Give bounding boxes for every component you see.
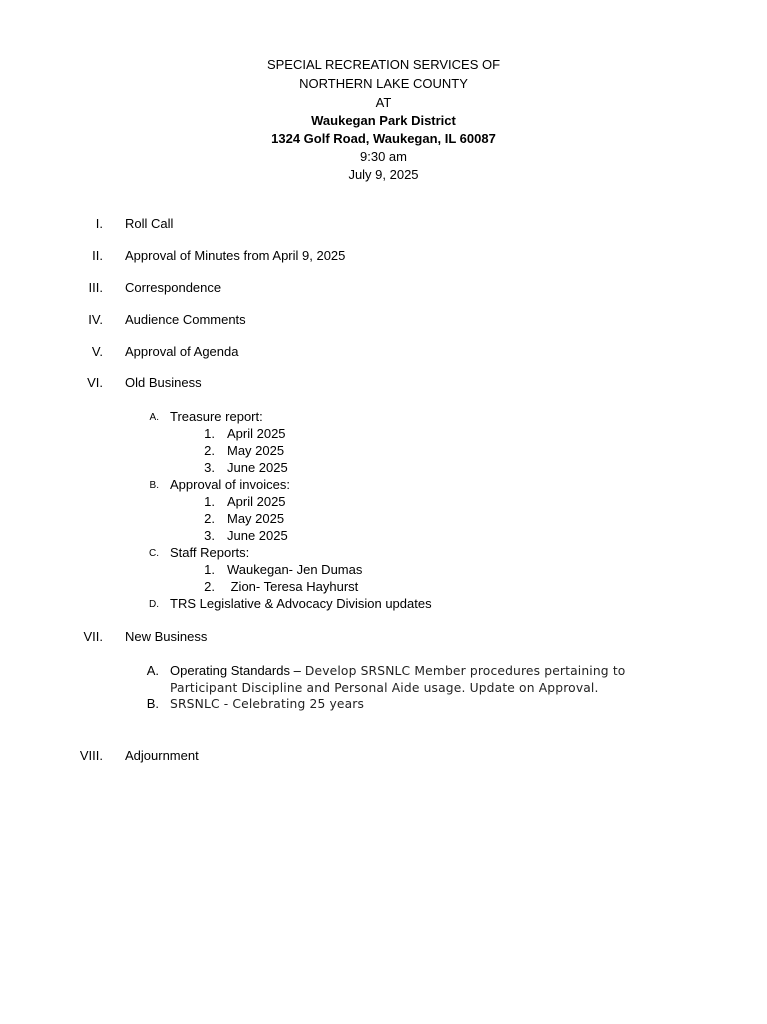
list-item: Zion- Teresa Hayhurst [227, 579, 359, 594]
list-number: 2. [204, 511, 215, 526]
org-name-line-1: SPECIAL RECREATION SERVICES OF [266, 57, 501, 72]
list-item: June 2025 [227, 460, 288, 475]
list-number: 3. [204, 528, 215, 543]
operating-standards-keyword: Operating Standards – [170, 663, 301, 678]
subitem-operating-standards [170, 662, 625, 680]
item-new-business: New Business [125, 629, 208, 644]
list-item: April 2025 [227, 426, 286, 441]
at-line: AT [375, 95, 392, 110]
item-number-old-business: VI. [87, 375, 103, 390]
operating-standards-description: Develop SRSNLC Member procedures pertaining to [300, 664, 626, 678]
item-correspondence: Correspondence [125, 280, 222, 295]
item-approval-of-agenda: Approval of Agenda [125, 344, 239, 359]
list-item: Waukegan- Jen Dumas [227, 562, 363, 577]
meeting-date: July 9, 2025 [348, 167, 419, 182]
list-item: May 2025 [227, 511, 285, 526]
item-approval-of-minutes: Approval of Minutes from April 9, 2025 [125, 248, 346, 263]
meeting-time: 9:30 am [360, 149, 407, 164]
item-audience-comments: Audience Comments [125, 312, 246, 327]
item-roll-call: Roll Call [125, 216, 174, 231]
subitem-staff-reports: Staff Reports: [170, 545, 250, 560]
list-item: April 2025 [227, 494, 286, 509]
list-number: 2. [204, 443, 215, 458]
item-adjournment: Adjournment [125, 748, 199, 763]
subitem-approval-of-invoices: Approval of invoices: [170, 477, 290, 492]
list-number: 1. [204, 426, 215, 441]
celebrating-text: SRSNLC - Celebrating 25 years [170, 697, 365, 711]
item-number-correspondence: III. [88, 280, 103, 295]
subitem-treasure-report: Treasure report: [170, 409, 263, 424]
item-number-adjournment: VIII. [79, 748, 103, 763]
list-item: June 2025 [227, 528, 288, 543]
venue-address: 1324 Golf Road, Waukegan, IL 60087 [271, 131, 496, 146]
item-number-approval-agenda: V. [91, 344, 103, 359]
org-name-line-2: NORTHERN LAKE COUNTY [299, 76, 468, 91]
list-number: 2. [204, 579, 215, 594]
subitem-letter: A. [149, 412, 159, 423]
item-number-new-business: VII. [83, 629, 103, 644]
item-old-business: Old Business [125, 375, 202, 390]
item-number-audience: IV. [88, 312, 103, 327]
subitem-trs-updates: TRS Legislative & Advocacy Division updates [170, 596, 432, 611]
subitem-letter: A. [146, 663, 159, 678]
list-number: 1. [204, 562, 215, 577]
list-number: 1. [204, 494, 215, 509]
venue-name: Waukegan Park District [311, 113, 456, 128]
subitem-letter: C. [149, 548, 159, 559]
subitem-letter: B. [146, 696, 159, 711]
item-number-roll-call: I. [95, 216, 103, 231]
operating-standards-description-line-2: Participant Discipline and Personal Aide usage. Update on Approval. [170, 681, 599, 695]
subitem-letter: B. [149, 480, 159, 491]
subitem-letter: D. [149, 599, 159, 610]
subitem-celebrating [170, 695, 364, 713]
list-number: 3. [204, 460, 215, 475]
item-number-minutes: II. [92, 248, 103, 263]
list-item: May 2025 [227, 443, 285, 458]
